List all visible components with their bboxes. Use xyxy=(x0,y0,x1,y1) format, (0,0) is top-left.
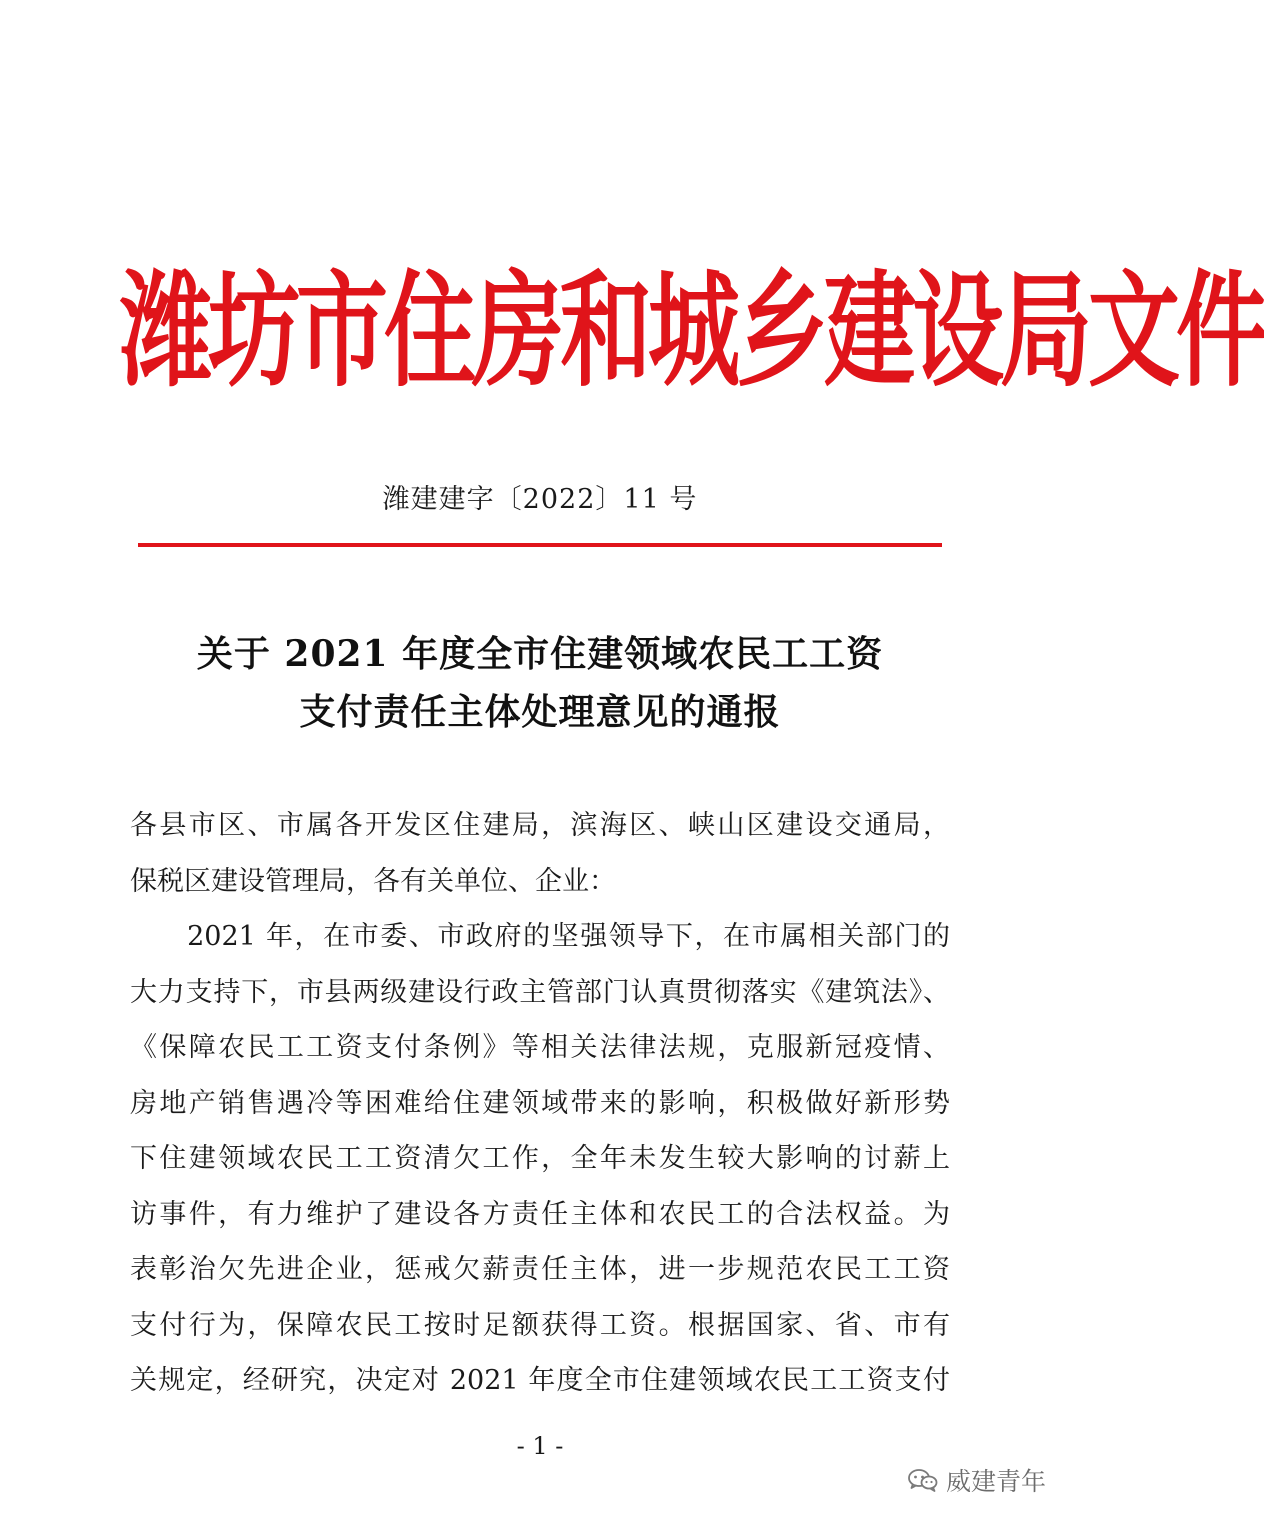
body-line: 保税区建设管理局，各有关单位、企业： xyxy=(130,865,616,897)
body-line: 《保障农民工工资支付条例》等相关法律法规，克服新冠疫情、 xyxy=(130,1032,950,1063)
body-line: 房地产销售遇冷等困难给住建领域带来的影响，积极做好新形势 xyxy=(130,1087,950,1119)
watermark xyxy=(908,1458,1046,1502)
title-line-2: 支付责任主体处理意见的通报 xyxy=(299,691,781,733)
document-number: 潍建建字〔2022〕11 号 xyxy=(382,484,698,515)
body-line: 2021 年，在市委、市政府的坚强领导下，在市属相关部门的 xyxy=(130,921,950,952)
page-number: - 1 - xyxy=(516,1432,564,1460)
issuer-header: 潍坊市住房和城乡建设局文件 xyxy=(120,259,1264,404)
body-line: 大力支持下，市县两级建设行政主管部门认真贯彻落实《建筑法》、 xyxy=(130,976,950,1008)
wechat-icon xyxy=(908,1468,938,1492)
document-body xyxy=(130,798,950,1409)
watermark-text: 威建青年 xyxy=(945,1467,1046,1496)
body-line: 表彰治欠先进企业，惩戒欠薪责任主体，进一步规范农民工工资 xyxy=(130,1254,950,1285)
body-line: 各县市区、市属各开发区住建局，滨海区、峡山区建设交通局， xyxy=(130,810,950,841)
title-line-1: 关于 2021 年度全市住建领域农民工工资 xyxy=(196,633,884,675)
body-line: 下住建领域农民工工资清欠工作，全年未发生较大影响的讨薪上 xyxy=(130,1143,950,1174)
document-title xyxy=(0,625,1080,741)
body-line: 关规定，经研究，决定对 2021 年度全市住建领域农民工工资支付 xyxy=(130,1365,950,1396)
red-divider-line xyxy=(138,543,942,547)
body-line: 支付行为，保障农民工按时足额获得工资。根据国家、省、市有 xyxy=(130,1309,950,1341)
body-line: 访事件，有力维护了建设各方责任主体和农民工的合法权益。为 xyxy=(130,1198,950,1230)
